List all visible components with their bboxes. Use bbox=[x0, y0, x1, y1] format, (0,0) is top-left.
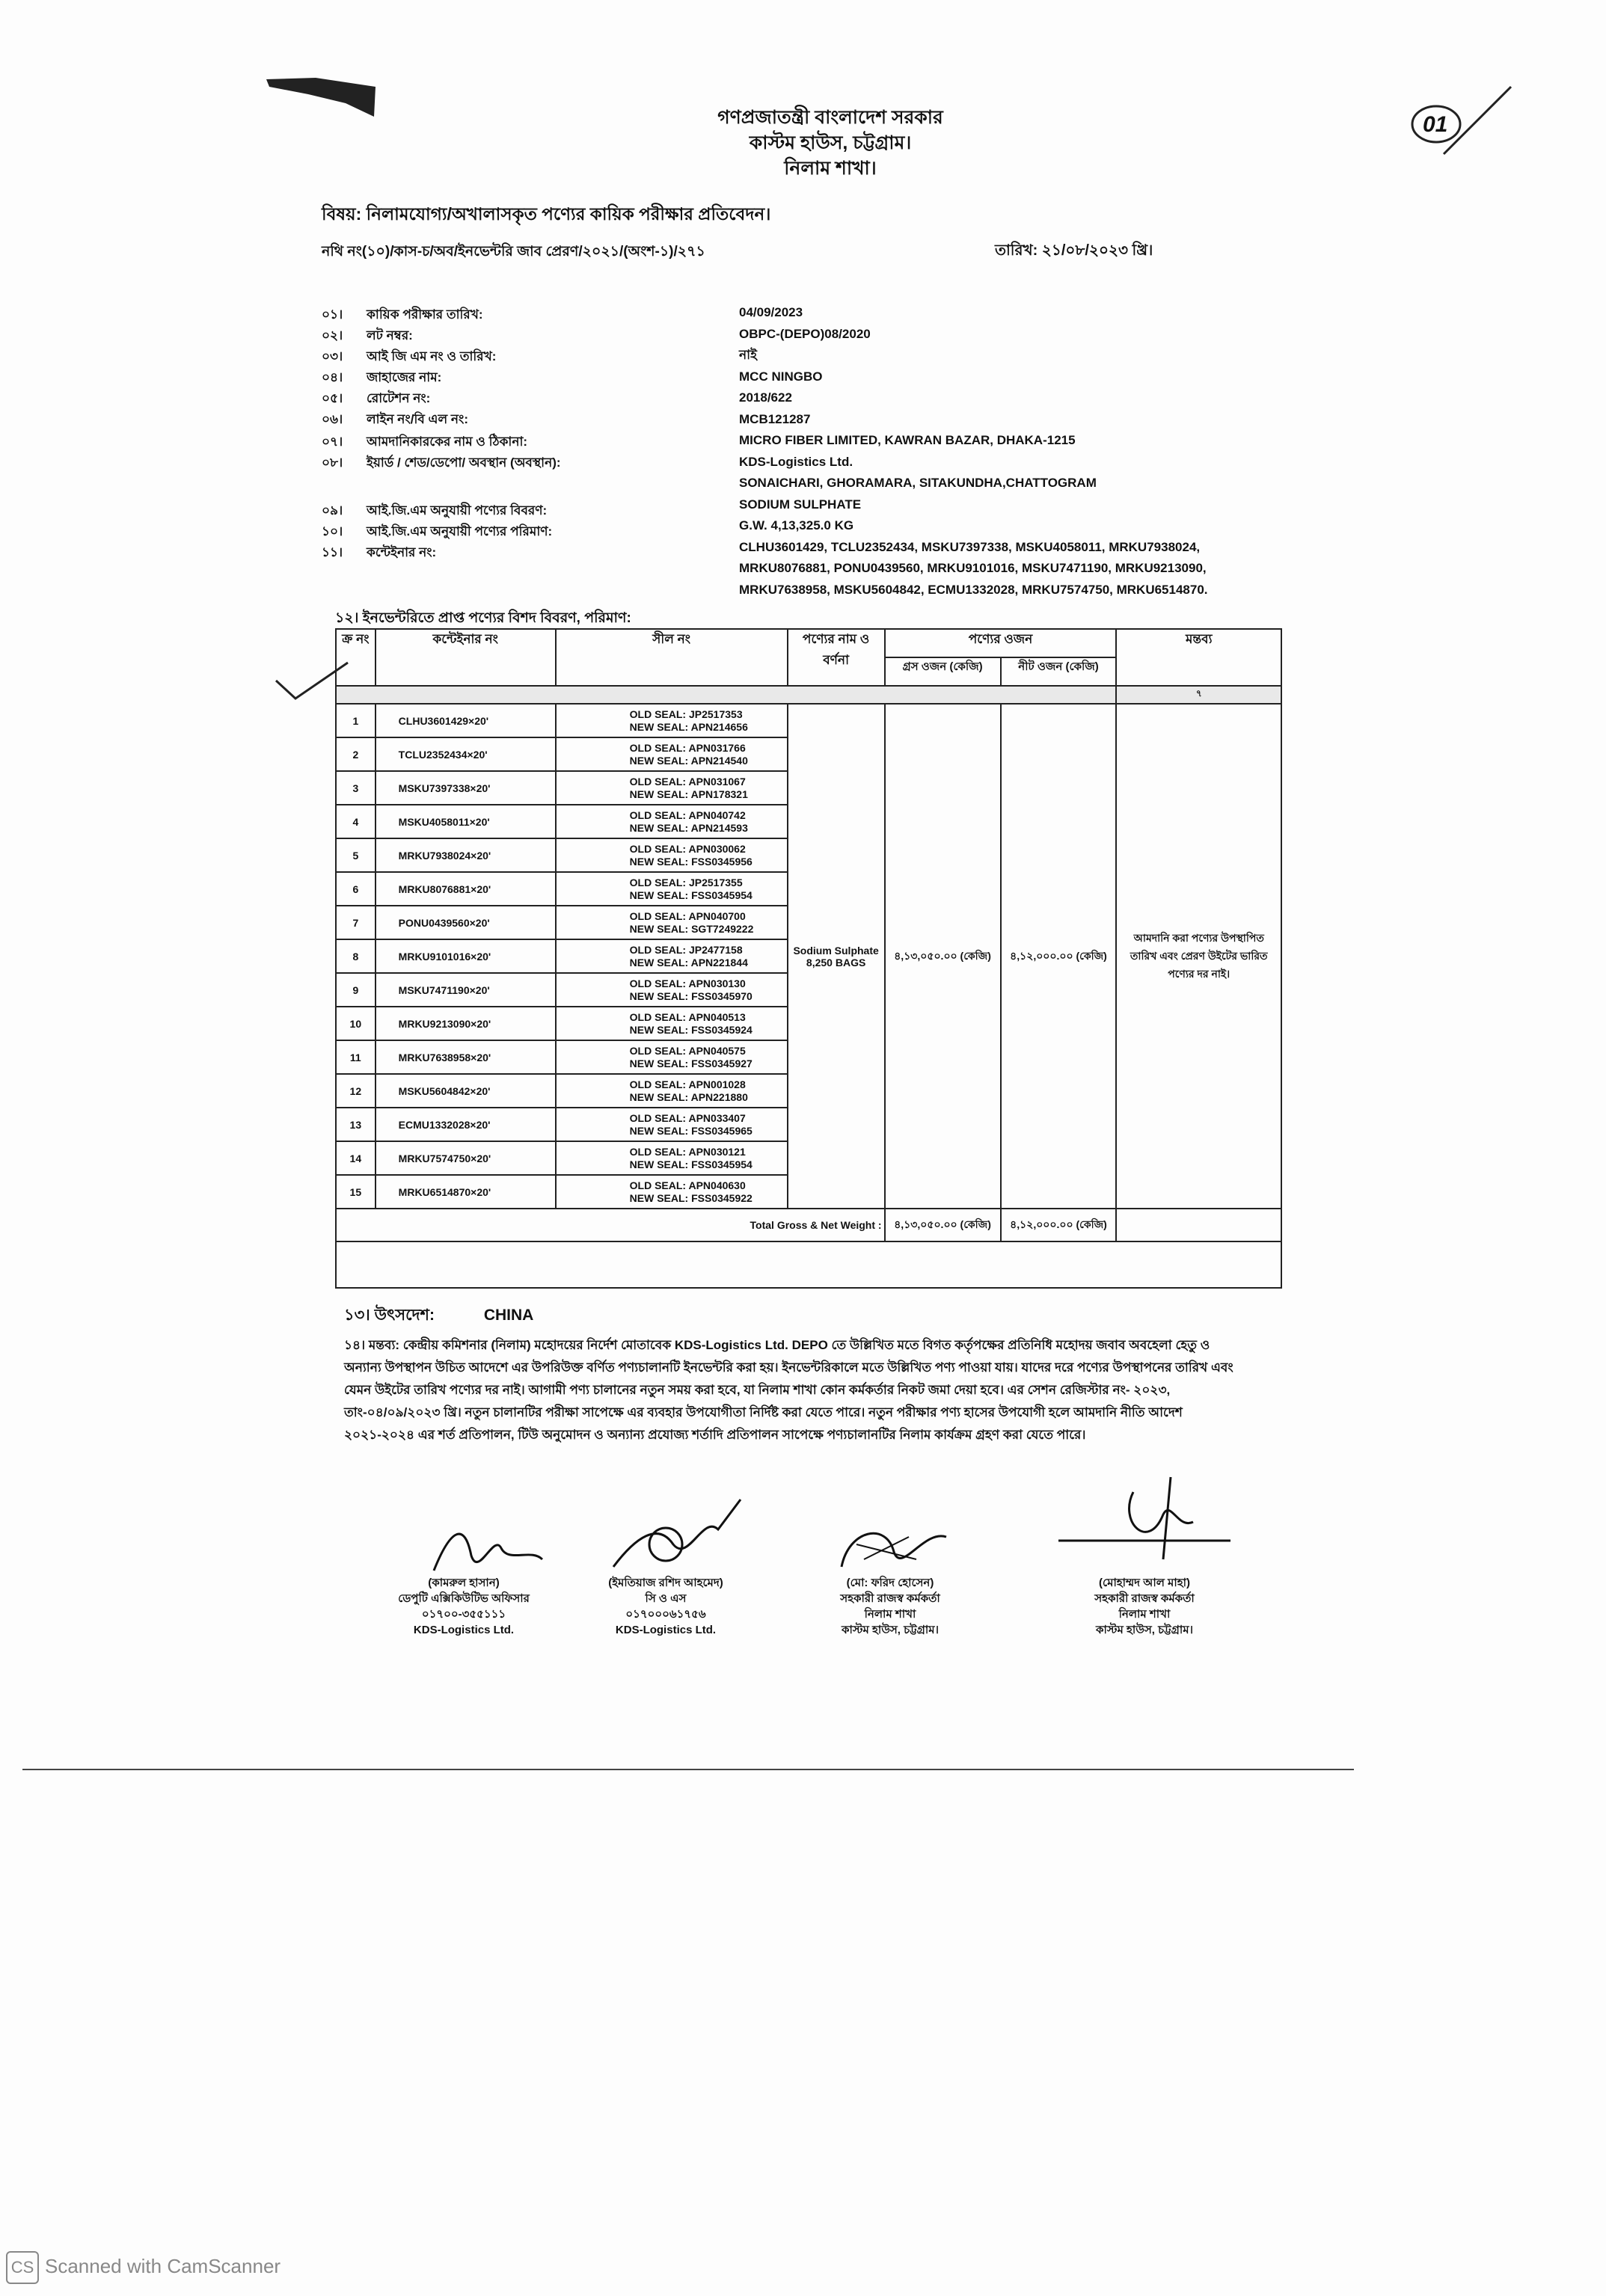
new-seal: NEW SEAL: APN221844 bbox=[629, 956, 748, 969]
field-value: MRKU8076881, PONU0439560, MRKU9101016, MSKU7471190, MRKU9213090, bbox=[739, 561, 1207, 575]
field-label: ০৭। আমদানিকারকের নাম ও ঠিকানা: bbox=[322, 435, 528, 449]
cell-sl: 14 bbox=[336, 1141, 376, 1175]
field-value: MCC NINGBO bbox=[739, 369, 823, 384]
cell-container: MRKU7638958×20' bbox=[376, 1040, 556, 1074]
scanner-watermark bbox=[6, 2251, 281, 2284]
office-line: কাস্টম হাউস, চট্টগ্রাম। bbox=[749, 132, 912, 153]
totals-row bbox=[336, 1209, 1281, 1241]
cell-sl: 9 bbox=[336, 973, 376, 1007]
field-value: নাই bbox=[739, 348, 757, 362]
cell-seal bbox=[556, 973, 788, 1007]
field-label: ০৬। লাইন নং/বি এল নং: bbox=[322, 412, 468, 426]
old-seal: OLD SEAL: APN040630 bbox=[629, 1179, 746, 1191]
cell-seal bbox=[556, 1141, 788, 1175]
cell-sl: 12 bbox=[336, 1074, 376, 1108]
cell-seal bbox=[556, 906, 788, 939]
new-seal: NEW SEAL: FSS0345965 bbox=[629, 1124, 753, 1137]
cell-sl: 3 bbox=[336, 771, 376, 805]
old-seal: OLD SEAL: APN001028 bbox=[629, 1078, 746, 1090]
cell-container: MRKU9101016×20' bbox=[376, 939, 556, 973]
header-container: কন্টেইনার নং bbox=[376, 629, 556, 686]
signature-4-scribble bbox=[1051, 1470, 1245, 1567]
header-gross: গ্রস ওজন (কেজি) bbox=[885, 657, 1001, 686]
field-value: MICRO FIBER LIMITED, KAWRAN BAZAR, DHAKA-1215 bbox=[739, 433, 1076, 447]
field-value: OBPC-(DEPO)08/2020 bbox=[739, 326, 871, 341]
signatory-title: ডেপুটি এক্সিকিউটিভ অফিসার bbox=[398, 1592, 530, 1605]
old-seal: OLD SEAL: APN030121 bbox=[629, 1145, 746, 1158]
new-seal: NEW SEAL: FSS0345956 bbox=[629, 855, 753, 868]
header-remarks: মন্তব্য bbox=[1116, 629, 1281, 686]
scan-edge-line bbox=[22, 1769, 1354, 1770]
signatory-name: (মোহাম্মদ আল মাহা) bbox=[1099, 1577, 1190, 1589]
signatory-org: KDS-Logistics Ltd. bbox=[615, 1624, 717, 1636]
blank-row bbox=[336, 1241, 1281, 1288]
cell-container: MRKU7938024×20' bbox=[376, 838, 556, 872]
blank-cell bbox=[336, 1241, 1281, 1288]
signatory-org: KDS-Logistics Ltd. bbox=[413, 1624, 515, 1636]
header-description: পণ্যের নাম ও বর্ণনা bbox=[788, 629, 885, 686]
cell-container: PONU0439560×20' bbox=[376, 906, 556, 939]
cell-net: ৪,১২,০০০.০০ (কেজি) bbox=[1001, 704, 1117, 1209]
old-seal: OLD SEAL: APN030130 bbox=[629, 977, 746, 989]
field-label: ০৩। আই জি এম নং ও তারিখ: bbox=[322, 349, 497, 363]
remarks-paragraph: ১৪। মন্তব্য: কেন্দ্রীয় কমিশনার (নিলাম) মহোদয়ের নির্দেশ মোতাবেক KDS-Logistics Ltd. DEPO তে উল্লিখিত মতে বিগত কর্তৃপক্ষের প্রতিনিধি মহোদয় জবাব অবহেলা হেতু ও অন্যান্য উপস্থাপন উচিত আদেশে এর উপরিউক্ত বর্ণিত পণ্যচালানটি ইনভেন্টরি করা হয়। ইনভেন্টরিকালে মতে উল্লিখিত পণ্য পাওয়া যায়। যাদের দরে পণ্যের উপস্থাপনের তারিখ এবং যেমন উইটের তারিখ পণ্যের দর নাই। আগামী পণ্য চালানের নতুন সময় করা হবে, যা নিলাম শাখা কোন কর্মকর্তার নিকট জমা দেয়া হবে। এর সেশন রেজিস্টার নং- ২০২৩, তাং-০৪/০৯/২০২৩ খ্রি। নতুন চালানটির পরীক্ষা সাপেক্ষে এর ব্যবহার উপযোগীতা নির্দিষ্ট করা যেতে পারে। নতুন পরীক্ষার পণ্য হাসের উপযোগী হলে আমদানি নীতি আদেশ ২০২১-২০২৪ এর শর্ত প্রতিপালন, টিউ অনুমোদন ও অন্যান্য প্রযোজ্য শর্তাদি প্রতিপালন সাপেক্ষে পণ্যচালানটির নিলাম কার্যক্রম গ্রহণ করা যেতে পারে। bbox=[344, 1338, 1233, 1442]
signature-block-4 bbox=[1047, 1575, 1242, 1638]
cell-seal bbox=[556, 1007, 788, 1040]
cell-seal bbox=[556, 872, 788, 906]
section-line: নিলাম শাখা। bbox=[784, 158, 877, 179]
field-label: ০৪। জাহাজের নাম: bbox=[322, 370, 442, 384]
signatory-org: কাস্টম হাউস, চট্টগ্রাম। bbox=[842, 1624, 939, 1636]
subject-line: বিষয়: নিলামযোগ্য/অখালাসকৃত পণ্যের কায়িক পরীক্ষার প্রতিবেদন। bbox=[322, 204, 771, 224]
signatory-org: কাস্টম হাউস, চট্টগ্রাম। bbox=[1096, 1624, 1193, 1636]
field-value: 2018/622 bbox=[739, 390, 792, 405]
field-value: SONAICHARI, GHORAMARA, SITAKUNDHA,CHATTOGRAM bbox=[739, 476, 1097, 490]
cell-container: MRKU7574750×20' bbox=[376, 1141, 556, 1175]
signatory-name: (ইমতিয়াজ রশিদ আহমেদ) bbox=[608, 1577, 723, 1589]
corner-page-mark: 01 bbox=[1406, 102, 1466, 154]
cell-container: MRKU6514870×20' bbox=[376, 1175, 556, 1209]
column-number-row bbox=[336, 686, 1281, 704]
signatory-title: সহকারী রাজস্ব কর্মকর্তা bbox=[840, 1592, 940, 1605]
field-label: ০২। লট নম্বর: bbox=[322, 328, 413, 343]
signatory-phone: ০১৭০০-৩৫৫১১১ bbox=[421, 1608, 506, 1621]
cell-container: TCLU2352434×20' bbox=[376, 737, 556, 771]
fields-values bbox=[739, 302, 1208, 601]
old-seal: OLD SEAL: APN031766 bbox=[629, 741, 746, 754]
signatory-name: (মো: ফরিদ হোসেন) bbox=[846, 1577, 934, 1589]
cell-sl: 13 bbox=[336, 1108, 376, 1141]
table-header-row bbox=[336, 629, 1281, 657]
field-value: G.W. 4,13,325.0 KG bbox=[739, 518, 854, 532]
table-row bbox=[336, 704, 1281, 737]
signature-block-2 bbox=[576, 1575, 756, 1638]
cell-container: CLHU3601429×20' bbox=[376, 704, 556, 737]
country-value: CHINA bbox=[483, 1307, 534, 1324]
signatory-title: সি ও এস bbox=[645, 1592, 687, 1605]
column-number-strip bbox=[336, 686, 1116, 704]
new-seal: NEW SEAL: SGT7249222 bbox=[629, 922, 754, 935]
old-seal: OLD SEAL: APN030062 bbox=[629, 842, 746, 855]
old-seal: OLD SEAL: JP2517353 bbox=[629, 707, 743, 720]
header-seal: সীল নং bbox=[556, 629, 788, 686]
field-label: ১০। আই.জি.এম অনুযায়ী পণ্যের পরিমাণ: bbox=[322, 524, 553, 538]
cell-sl: 4 bbox=[336, 805, 376, 838]
signatory-phone: নিলাম শাখা bbox=[1118, 1608, 1171, 1621]
signature-block-1 bbox=[374, 1575, 554, 1638]
cell-sl: 1 bbox=[336, 704, 376, 737]
field-value: CLHU3601429, TCLU2352434, MSKU7397338, MSKU4058011, MRKU7938024, bbox=[739, 539, 1201, 554]
cell-seal bbox=[556, 1175, 788, 1209]
cell-container: MRKU9213090×20' bbox=[376, 1007, 556, 1040]
camscanner-logo-icon: CS bbox=[6, 2251, 39, 2284]
cell-seal bbox=[556, 1040, 788, 1074]
old-seal: OLD SEAL: APN031067 bbox=[629, 775, 746, 788]
new-seal: NEW SEAL: APN214593 bbox=[629, 821, 748, 834]
cell-container: MSKU7471190×20' bbox=[376, 973, 556, 1007]
field-label: ০৯। আই.জি.এম অনুযায়ী পণ্যের বিবরণ: bbox=[322, 503, 548, 518]
new-seal: NEW SEAL: APN221880 bbox=[629, 1090, 748, 1103]
header-quantity: পণ্যের ওজন bbox=[885, 629, 1117, 657]
new-seal: NEW SEAL: FSS0345970 bbox=[629, 989, 753, 1002]
signatory-name: (কামরুল হাসান) bbox=[428, 1577, 500, 1589]
signatory-title: সহকারী রাজস্ব কর্মকর্তা bbox=[1094, 1592, 1195, 1605]
column-number-remarks: ৭ bbox=[1116, 686, 1281, 704]
cell-sl: 8 bbox=[336, 939, 376, 973]
cell-seal bbox=[556, 704, 788, 737]
ink-mark-top-left bbox=[263, 64, 383, 124]
cell-seal bbox=[556, 771, 788, 805]
cell-container: MSKU4058011×20' bbox=[376, 805, 556, 838]
new-seal: NEW SEAL: APN214656 bbox=[629, 720, 748, 733]
cell-seal bbox=[556, 1108, 788, 1141]
memo-number: নথি নং(১০)/কাস-চ/অব/ইনভেন্টরি জাব প্রেরণ/২০২১/(অংশ-১)/২৭১ bbox=[322, 244, 705, 260]
field-value: 04/09/2023 bbox=[739, 305, 803, 319]
cell-seal bbox=[556, 1074, 788, 1108]
field-label: ০৫। রোটেশন নং: bbox=[322, 391, 431, 405]
signature-3-scribble bbox=[827, 1514, 954, 1582]
signature-block-3 bbox=[800, 1575, 980, 1638]
field-value: MRKU7638958, MSKU5604842, ECMU1332028, MRKU7574750, MRKU6514870. bbox=[739, 582, 1208, 597]
totals-remarks-empty bbox=[1116, 1209, 1281, 1241]
old-seal: OLD SEAL: APN040513 bbox=[629, 1010, 746, 1023]
cell-container: MSKU7397338×20' bbox=[376, 771, 556, 805]
scanner-text: Scanned with CamScanner bbox=[45, 2255, 281, 2277]
new-seal: NEW SEAL: FSS0345922 bbox=[629, 1191, 753, 1204]
field-label: ০১। কায়িক পরীক্ষার তারিখ: bbox=[322, 307, 483, 322]
new-seal: NEW SEAL: APN214540 bbox=[629, 754, 748, 767]
memo-date: তারিখ: ২১/০৮/২০২৩ খ্রি। bbox=[995, 242, 1153, 259]
old-seal: OLD SEAL: JP2517355 bbox=[629, 876, 743, 888]
country-of-origin bbox=[344, 1303, 533, 1329]
new-seal: NEW SEAL: FSS0345954 bbox=[629, 888, 753, 901]
header-sl: ক্র নং bbox=[336, 629, 376, 686]
signature-1-scribble bbox=[419, 1503, 546, 1586]
country-label: ১৩। উৎসদেশ: bbox=[344, 1307, 435, 1324]
cell-sl: 7 bbox=[336, 906, 376, 939]
old-seal: OLD SEAL: APN040700 bbox=[629, 909, 746, 922]
cell-sl: 5 bbox=[336, 838, 376, 872]
header-net: নীট ওজন (কেজি) bbox=[1001, 657, 1117, 686]
field-value: KDS-Logistics Ltd. bbox=[739, 454, 853, 469]
new-seal: NEW SEAL: FSS0345927 bbox=[629, 1057, 753, 1069]
field-value: SODIUM SULPHATE bbox=[739, 497, 862, 512]
inventory-table bbox=[335, 628, 1282, 1289]
totals-net: ৪,১২,০০০.০০ (কেজি) bbox=[1001, 1209, 1117, 1241]
govt-line: গণপ্রজাতন্ত্রী বাংলাদেশ সরকার bbox=[717, 107, 943, 128]
cell-sl: 2 bbox=[336, 737, 376, 771]
cell-sl: 6 bbox=[336, 872, 376, 906]
cell-sl: 11 bbox=[336, 1040, 376, 1074]
table-title: ১২। ইনভেন্টরিতে প্রাপ্ত পণ্যের বিশদ বিবরণ, পরিমাণ: bbox=[335, 610, 631, 626]
cell-sl: 15 bbox=[336, 1175, 376, 1209]
signatory-phone: নিলাম শাখা bbox=[864, 1608, 916, 1621]
field-label: ১১। কন্টেইনার নং: bbox=[322, 545, 437, 559]
totals-gross: ৪,১৩,০৫০.০০ (কেজি) bbox=[885, 1209, 1001, 1241]
cell-gross: ৪,১৩,০৫০.০০ (কেজি) bbox=[885, 704, 1001, 1209]
letter-header bbox=[568, 105, 1092, 181]
signature-2-scribble bbox=[598, 1492, 748, 1582]
totals-label: Total Gross & Net Weight : bbox=[336, 1209, 885, 1241]
cell-seal bbox=[556, 805, 788, 838]
cell-seal bbox=[556, 939, 788, 973]
signatory-phone: ০১৭০০০৬১৭৫৬ bbox=[625, 1608, 706, 1621]
cell-sl: 10 bbox=[336, 1007, 376, 1040]
cell-remarks: আমদানি করা পণ্যের উপস্থাপিত তারিখ এবং প্রেরণ উইটের ভারিত পণ্যের দর নাই। bbox=[1116, 704, 1281, 1209]
cell-container: MSKU5604842×20' bbox=[376, 1074, 556, 1108]
cell-seal bbox=[556, 737, 788, 771]
new-seal: NEW SEAL: FSS0345924 bbox=[629, 1023, 753, 1036]
cell-container: ECMU1332028×20' bbox=[376, 1108, 556, 1141]
old-seal: OLD SEAL: APN040742 bbox=[629, 808, 746, 821]
old-seal: OLD SEAL: JP2477158 bbox=[629, 943, 743, 956]
cell-seal bbox=[556, 838, 788, 872]
cell-container: MRKU8076881×20' bbox=[376, 872, 556, 906]
field-label: ০৮। ইয়ার্ড / শেড/ডেপো/ অবস্থান (অবস্থান): bbox=[322, 455, 561, 470]
new-seal: NEW SEAL: FSS0345954 bbox=[629, 1158, 753, 1170]
old-seal: OLD SEAL: APN040575 bbox=[629, 1044, 746, 1057]
new-seal: NEW SEAL: APN178321 bbox=[629, 788, 748, 800]
cell-description: Sodium Sulphate 8,250 BAGS bbox=[788, 704, 885, 1209]
old-seal: OLD SEAL: APN033407 bbox=[629, 1111, 746, 1124]
field-value: MCB121287 bbox=[739, 411, 811, 426]
